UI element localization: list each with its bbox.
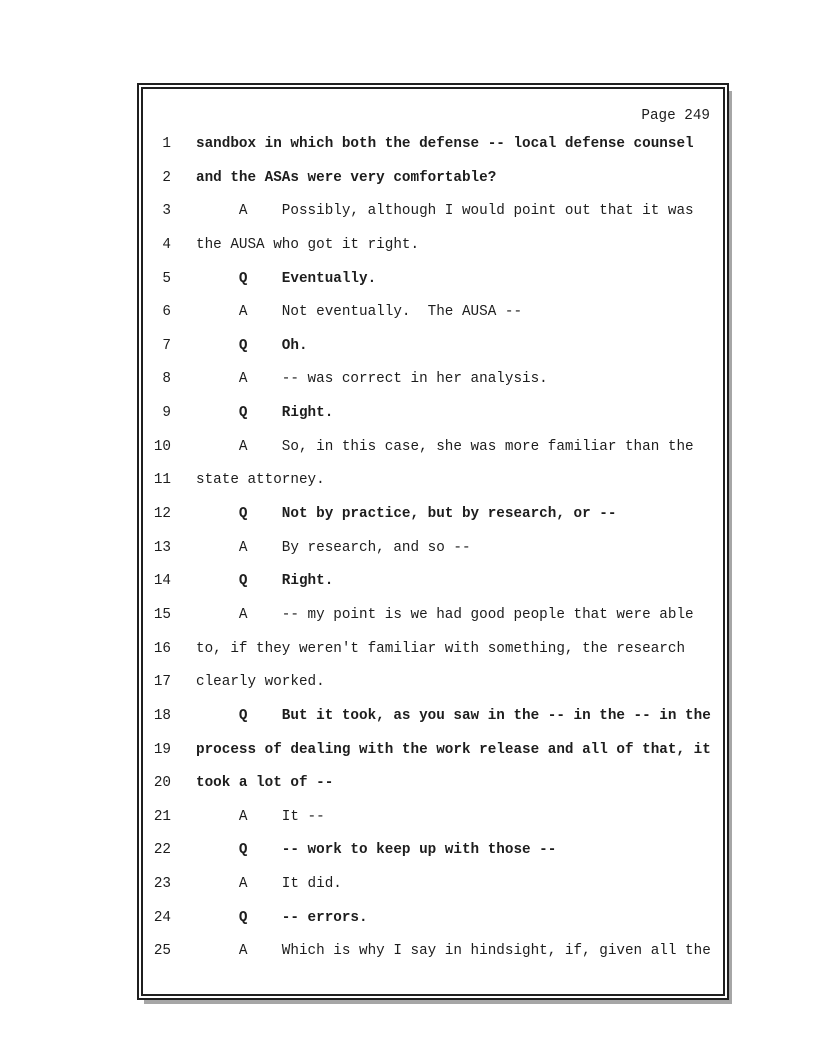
transcript-lines — [143, 135, 723, 976]
transcript-line — [143, 741, 723, 775]
line-text: A It -- — [196, 808, 325, 825]
line-number: 3 — [162, 203, 171, 220]
line-number: 6 — [162, 304, 171, 321]
line-text: A Possibly, although I would point out that it was — [196, 203, 694, 220]
line-number: 2 — [162, 169, 171, 186]
line-number: 16 — [153, 640, 171, 657]
transcript-line — [143, 337, 723, 371]
line-number: 9 — [162, 405, 171, 422]
transcript-line — [143, 841, 723, 875]
line-number: 1 — [162, 136, 171, 152]
line-text: and the ASAs were very comfortable? — [196, 169, 497, 186]
line-text: Q Right. — [196, 573, 334, 590]
line-number: 25 — [153, 943, 171, 960]
line-number: 23 — [153, 876, 171, 893]
line-text: took a lot of -- — [196, 775, 334, 792]
line-text: clearly worked. — [196, 674, 325, 691]
transcript-line — [143, 169, 723, 203]
transcript-line — [143, 404, 723, 438]
transcript-line — [143, 909, 723, 943]
line-text: A -- was correct in her analysis. — [196, 371, 548, 388]
line-number: 7 — [162, 337, 171, 354]
transcript-line — [143, 572, 723, 606]
line-number: 20 — [153, 775, 171, 792]
transcript-line — [143, 471, 723, 505]
line-number: 4 — [162, 236, 171, 253]
transcript-line — [143, 303, 723, 337]
line-number: 11 — [153, 472, 171, 489]
line-text: process of dealing with the work release and all of that, it — [196, 741, 711, 758]
line-text: A Which is why I say in hindsight, if, given all the — [196, 943, 711, 960]
transcript-line — [143, 707, 723, 741]
line-text: Q But it took, as you saw in the -- in the -- in the — [196, 707, 711, 724]
line-text: Q Oh. — [196, 337, 308, 354]
transcript-line — [143, 606, 723, 640]
transcript-line — [143, 202, 723, 236]
transcript-line — [143, 236, 723, 270]
line-number: 10 — [153, 438, 171, 455]
transcript-line — [143, 673, 723, 707]
line-text: Q Not by practice, but by research, or -- — [196, 506, 617, 523]
transcript-line — [143, 135, 723, 169]
line-text: A By research, and so -- — [196, 539, 471, 556]
transcript-line — [143, 808, 723, 842]
transcript-line — [143, 640, 723, 674]
line-number: 22 — [153, 842, 171, 859]
line-number: 18 — [153, 707, 171, 724]
transcript-line — [143, 942, 723, 976]
transcript-line — [143, 370, 723, 404]
transcript-line — [143, 438, 723, 472]
line-text: Q -- work to keep up with those -- — [196, 842, 557, 859]
line-text: Q Eventually. — [196, 270, 377, 287]
line-text: A Not eventually. The AUSA -- — [196, 304, 523, 321]
transcript-double-border — [137, 83, 729, 1000]
line-text: Q Right. — [196, 405, 334, 422]
line-number: 12 — [153, 506, 171, 523]
transcript-line — [143, 270, 723, 304]
line-number: 5 — [162, 270, 171, 287]
line-number: 24 — [153, 909, 171, 926]
line-number: 13 — [153, 539, 171, 556]
transcript-line — [143, 505, 723, 539]
line-text: sandbox in which both the defense -- local defense counsel — [196, 136, 694, 152]
line-number: 19 — [153, 741, 171, 758]
page-number: Page 249 — [641, 108, 710, 124]
line-text: A So, in this case, she was more familiar than the — [196, 438, 694, 455]
line-number: 17 — [153, 674, 171, 691]
line-number: 15 — [153, 606, 171, 623]
line-text: the AUSA who got it right. — [196, 236, 420, 253]
line-text: A It did. — [196, 876, 342, 893]
line-text: Q -- errors. — [196, 909, 368, 926]
line-text: to, if they weren't familiar with something, the research — [196, 640, 686, 657]
transcript-line — [143, 774, 723, 808]
transcript-line — [143, 875, 723, 909]
transcript-line — [143, 539, 723, 573]
transcript-page-body — [141, 87, 725, 996]
line-number: 14 — [153, 573, 171, 590]
line-text: A -- my point is we had good people that were able — [196, 606, 694, 623]
line-text: state attorney. — [196, 472, 325, 489]
line-number: 21 — [153, 808, 171, 825]
line-number: 8 — [162, 371, 171, 388]
